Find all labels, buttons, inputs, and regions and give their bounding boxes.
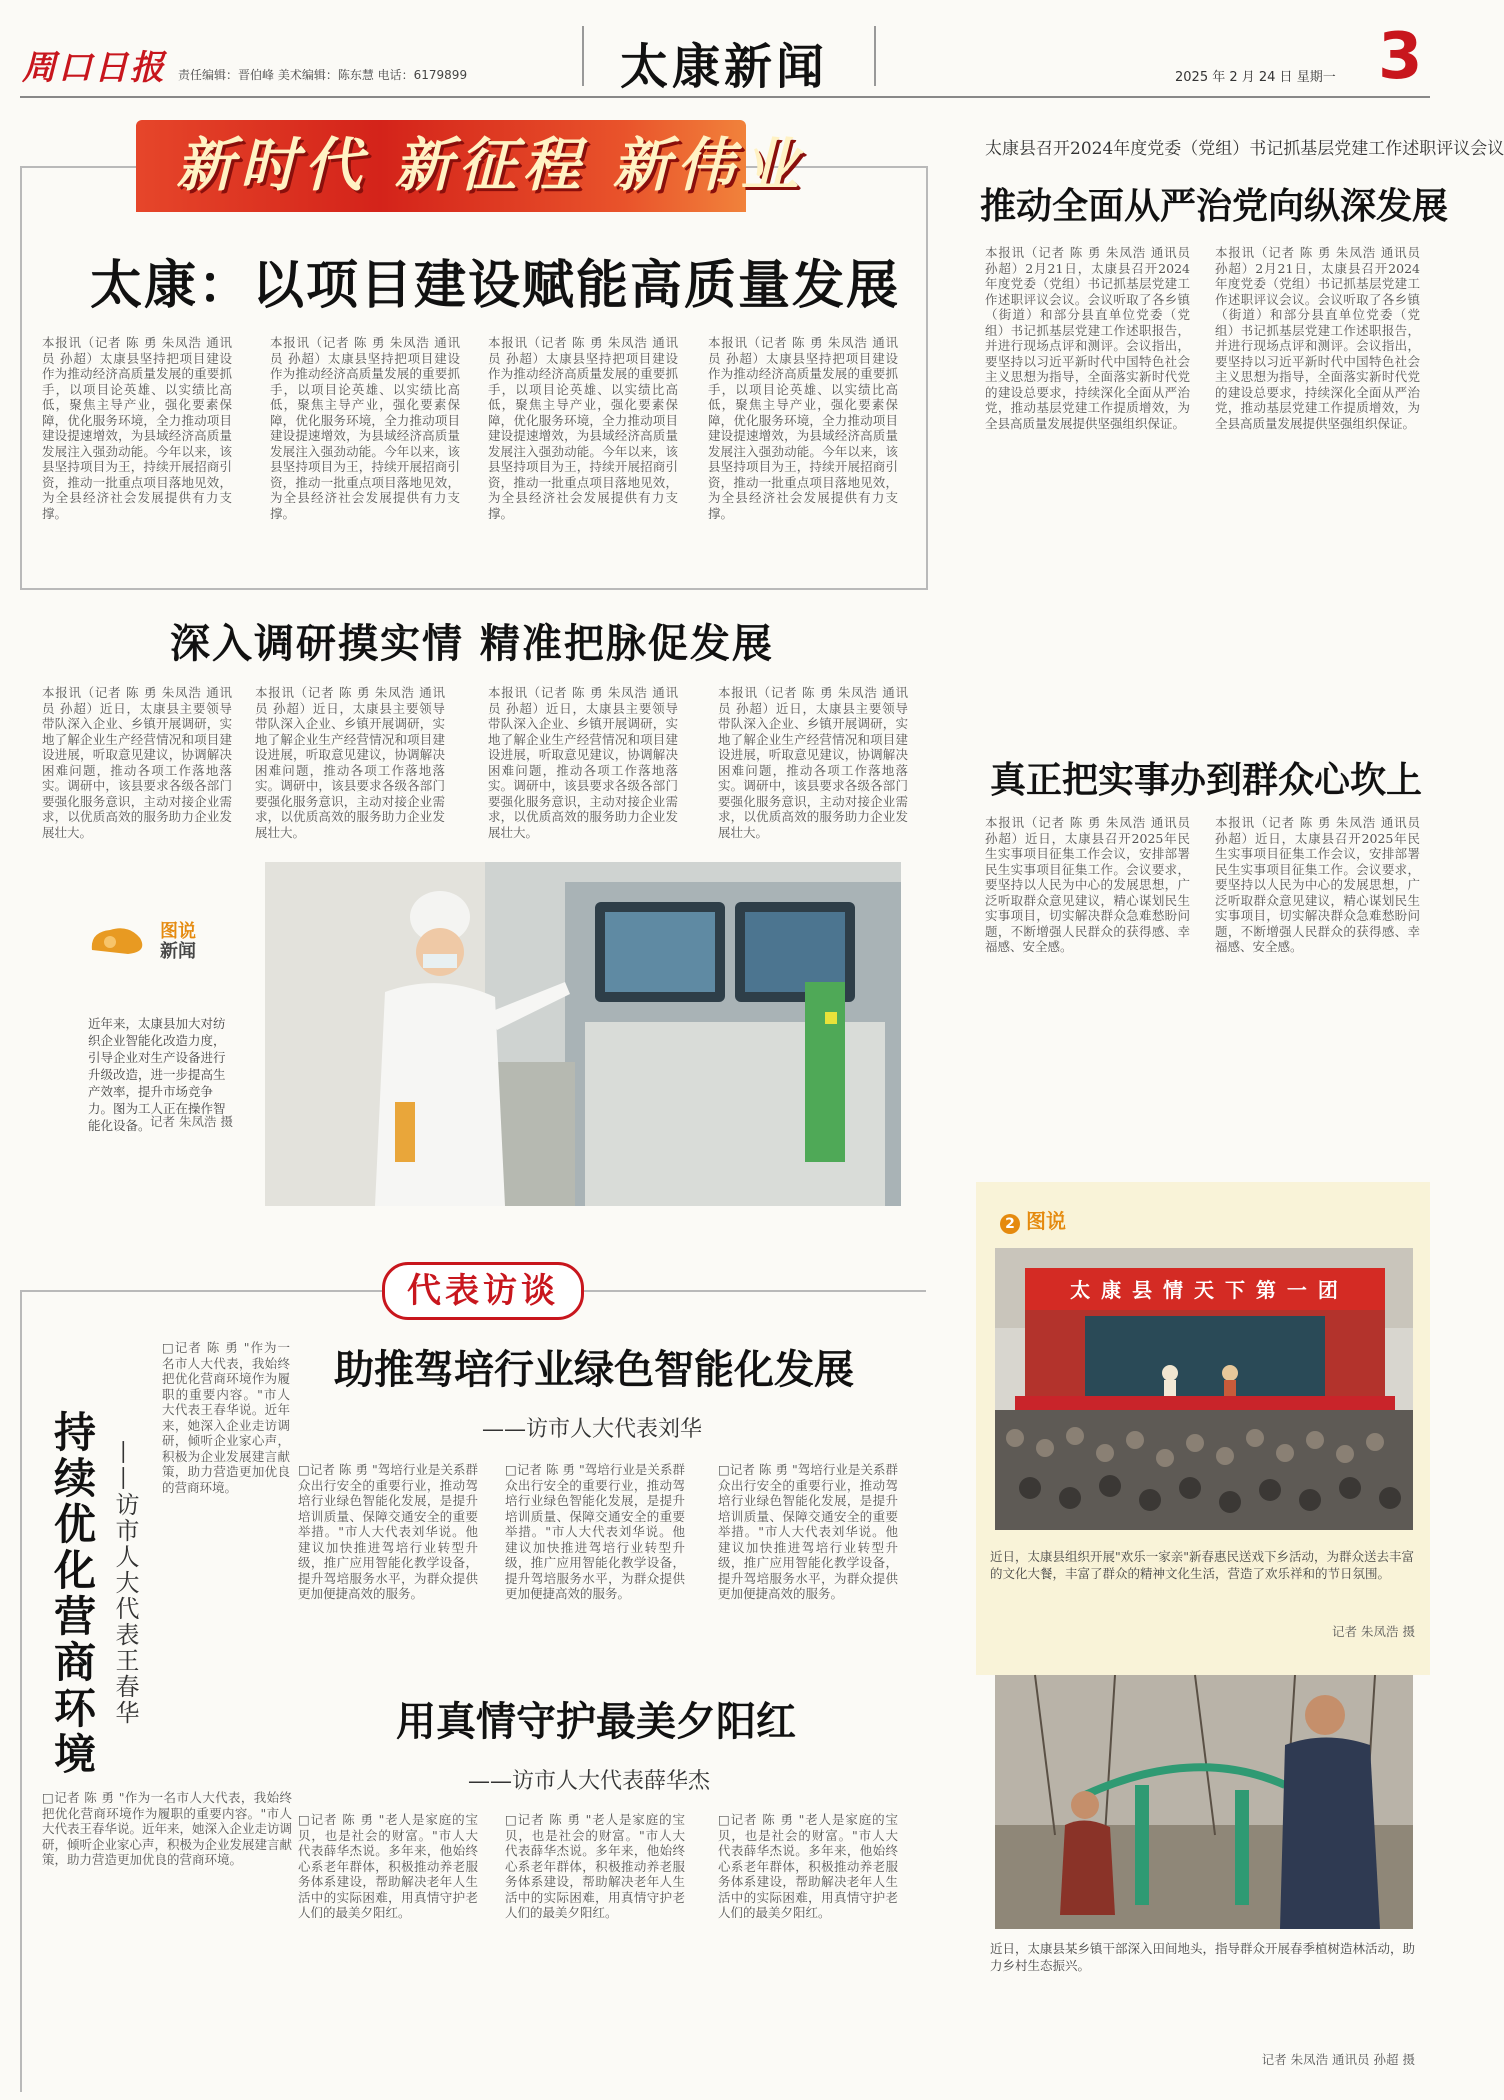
interview-side-subtitle: ——访市人大代表王春华	[111, 1440, 139, 1726]
photo-news-caption: 近年来，太康县加大对纺织企业智能化改造力度，引导企业对生产设备进行升级改造，进一步提高生产效率，提升市场竞争力。图为工人正在操作智能化设备。	[88, 1016, 226, 1133]
photo-news-credit: 记者 朱凤浩 摄	[150, 1114, 233, 1129]
section-title: 太康新闻	[620, 39, 829, 95]
photo-news-tag	[160, 922, 196, 962]
photo-news-icon	[88, 920, 148, 960]
right-mid-body-col-2: 本报讯（记者 陈 勇 朱凤浩 通讯员 孙超）近日，太康县召开2025年民生实事项目征集工作会议，安排部署民生实事项目征集工作。会议要求，要坚持以人民为中心的发展思想，广泛听取群众意见建议，精心谋划民生实事项目，切实解决群众急难愁盼问题，不断增强人民群众的获得感、幸福感、安全感。	[1215, 815, 1420, 954]
interview-1-body-col-1: □记者 陈 勇 "驾培行业是关系群众出行安全的重要行业，推动驾培行业绿色智能化发展，是提升培训质量、保障交通安全的重要举措。"市人大代表刘华说。他建议加快推进驾培行业转型升级，推广应用智能化教学设备，提升驾培服务水平，为群众提供更加便捷高效的服务。	[298, 1462, 478, 1601]
right-top-body-col-2: 本报讯（记者 陈 勇 朱凤浩 通讯员 孙超）2月21日，太康县召开2024年度党委（党组）书记抓基层党建工作述职评议会议。会议听取了各乡镇（街道）和部分县直单位党委（党组）书记抓基层党建工作述职报告，并进行现场点评和测评。会议指出，要坚持以习近平新时代中国特色社会主义思想为指导，全面落实新时代党的建设总要求，持续深化全面从严治党，推动基层党建工作提质增效，为全县高质量发展提供坚强组织保证。	[1215, 245, 1420, 431]
stage-banner-text: 太 康 县 情 天 下 第 一 团	[1070, 1278, 1340, 1302]
research-body-col-2: 本报讯（记者 陈 勇 朱凤浩 通讯员 孙超）近日，太康县主要领导带队深入企业、乡镇开展调研，实地了解企业生产经营情况和项目建设进展，听取意见建议，协调解决困难问题，推动各项工作落地落实。调研中，该县要求各级各部门要强化服务意识，主动对接企业需求，以优质高效的服务助力企业发展壮大。	[255, 685, 445, 840]
interview-badge: 代表访谈	[382, 1262, 584, 1320]
lead-body-col-3: 本报讯（记者 陈 勇 朱凤浩 通讯员 孙超）太康县坚持把项目建设作为推动经济高质量发展的重要抓手，以项目论英雄、以实绩比高低，聚焦主导产业，强化要素保障，优化服务环境，全力推动项目建设提速增效，为县域经济高质量发展注入强劲动能。今年以来，该县坚持项目为王，持续开展招商引资，推动一批重点项目落地见效，为全县经济社会发展提供有力支撑。	[488, 335, 678, 521]
research-body-col-1: 本报讯（记者 陈 勇 朱凤浩 通讯员 孙超）近日，太康县主要领导带队深入企业、乡镇开展调研，实地了解企业生产经营情况和项目建设进展，听取意见建议，协调解决困难问题，推动各项工作落地落实。调研中，该县要求各级各部门要强化服务意识，主动对接企业需求，以优质高效的服务助力企业发展壮大。	[42, 685, 232, 840]
masthead-divider-left	[582, 26, 584, 86]
opera-performance-photo	[995, 1248, 1413, 1530]
interview-2-headline[interactable]: 用真情守护最美夕阳红	[396, 1698, 796, 1745]
interview-2-body-col-1: □记者 陈 勇 "老人是家庭的宝贝，也是社会的财富。"市人大代表薛华杰说。多年来，他始终心系老年群体，积极推动养老服务体系建设，帮助解决老年人生活中的实际困难，用真情守护老人们的最美夕阳红。	[298, 1812, 478, 1920]
masthead-editor-info: 责任编辑：晋伯峰 美术编辑：陈东慧 电话：6179899	[178, 68, 468, 82]
research-headline[interactable]: 深入调研摸实情 精准把脉促发展	[170, 620, 774, 667]
issue-date: 2025 年 2 月 24 日 星期一	[1175, 70, 1336, 85]
lead-body-col-4: 本报讯（记者 陈 勇 朱凤浩 通讯员 孙超）太康县坚持把项目建设作为推动经济高质量发展的重要抓手，以项目论英雄、以实绩比高低，聚焦主导产业，强化要素保障，优化服务环境，全力推动项目建设提速增效，为县域经济高质量发展注入强劲动能。今年以来，该县坚持项目为王，持续开展招商引资，推动一批重点项目落地见效，为全县经济社会发展提供有力支撑。	[708, 335, 898, 521]
lead-headline[interactable]: 太康：以项目建设赋能高质量发展	[90, 255, 901, 316]
opera-photo-caption: 近日，太康县组织开展"欢乐一家亲"新春惠民送戏下乡活动，为群众送去丰富的文化大餐，丰富了群众的精神文化生活，营造了欢乐祥和的节日氛围。	[990, 1549, 1415, 1581]
photo-feature-category	[1000, 1205, 1066, 1234]
interview-side-body-col: □记者 陈 勇 "作为一名市人大代表，我始终把优化营商环境作为履职的重要内容。"市人大代表王春华说。近年来，她深入企业走访调研，倾听企业家心声，积极为企业发展建言献策，助力营造更加优良的营商环境。	[162, 1340, 290, 1495]
photo-feature-category-label: 图说	[1026, 1209, 1066, 1233]
interview-2-body-col-2: □记者 陈 勇 "老人是家庭的宝贝，也是社会的财富。"市人大代表薛华杰说。多年来，他始终心系老年群体，积极推动养老服务体系建设，帮助解决老年人生活中的实际困难，用真情守护老人们的最美夕阳红。	[505, 1812, 685, 1920]
interview-2-body-col-3: □记者 陈 勇 "老人是家庭的宝贝，也是社会的财富。"市人大代表薛华杰说。多年来，他始终心系老年群体，积极推动养老服务体系建设，帮助解决老年人生活中的实际困难，用真情守护老人们的最美夕阳红。	[718, 1812, 898, 1920]
research-body-col-4: 本报讯（记者 陈 勇 朱凤浩 通讯员 孙超）近日，太康县主要领导带队深入企业、乡镇开展调研，实地了解企业生产经营情况和项目建设进展，听取意见建议，协调解决困难问题，推动各项工作落地落实。调研中，该县要求各级各部门要强化服务意识，主动对接企业需求，以优质高效的服务助力企业发展壮大。	[718, 685, 908, 840]
interview-1-body-col-2: □记者 陈 勇 "驾培行业是关系群众出行安全的重要行业，推动驾培行业绿色智能化发展，是提升培训质量、保障交通安全的重要举措。"市人大代表刘华说。他建议加快推进驾培行业转型升级，推广应用智能化教学设备，提升驾培服务水平，为群众提供更加便捷高效的服务。	[505, 1462, 685, 1601]
interview-2-subtitle: ——访市人大代表薛华杰	[468, 1769, 711, 1794]
header-rule	[20, 96, 1430, 98]
right-top-body-col-1: 本报讯（记者 陈 勇 朱凤浩 通讯员 孙超）2月21日，太康县召开2024年度党委（党组）书记抓基层党建工作述职评议会议。会议听取了各乡镇（街道）和部分县直单位党委（党组）书记抓基层党建工作述职报告，并进行现场点评和测评。会议指出，要坚持以习近平新时代中国特色社会主义思想为指导，全面落实新时代党的建设总要求，持续深化全面从严治党，推动基层党建工作提质增效，为全县高质量发展提供坚强组织保证。	[985, 245, 1190, 431]
interview-side-title[interactable]: 持续优化营商环境	[48, 1410, 97, 1778]
tree-photo-credit: 记者 朱凤浩 通讯员 孙超 摄	[1261, 2052, 1415, 2067]
tree-planting-photo	[995, 1675, 1413, 1929]
lead-body-col-2: 本报讯（记者 陈 勇 朱凤浩 通讯员 孙超）太康县坚持把项目建设作为推动经济高质量发展的重要抓手，以项目论英雄、以实绩比高低，聚焦主导产业，强化要素保障，优化服务环境，全力推动项目建设提速增效，为县域经济高质量发展注入强劲动能。今年以来，该县坚持项目为王，持续开展招商引资，推动一批重点项目落地见效，为全县经济社会发展提供有力支撑。	[270, 335, 460, 521]
factory-worker-photo	[265, 862, 901, 1206]
right-top-kicker: 太康县召开2024年度党委（党组）书记抓基层党建工作述职评议会议	[985, 139, 1504, 159]
photo-news-tag-top: 图说	[160, 921, 196, 942]
lead-body-col-1: 本报讯（记者 陈 勇 朱凤浩 通讯员 孙超）太康县坚持把项目建设作为推动经济高质量发展的重要抓手，以项目论英雄、以实绩比高低，聚焦主导产业，强化要素保障，优化服务环境，全力推动项目建设提速增效，为县域经济高质量发展注入强劲动能。今年以来，该县坚持项目为王，持续开展招商引资，推动一批重点项目落地见效，为全县经济社会发展提供有力支撑。	[42, 335, 232, 521]
category-number-icon: 2	[1000, 1214, 1020, 1234]
masthead-divider-right	[874, 26, 876, 86]
photo-news-tag-bottom: 新闻	[160, 941, 196, 962]
right-top-headline[interactable]: 推动全面从严治党向纵深发展	[980, 185, 1449, 227]
interview-1-subtitle: ——访市人大代表刘华	[482, 1417, 703, 1442]
tree-photo-caption: 近日，太康县某乡镇干部深入田间地头，指导群众开展春季植树造林活动，助力乡村生态振兴。	[990, 1941, 1416, 1973]
page-number: 3	[1378, 20, 1423, 94]
opera-photo-credit: 记者 朱凤浩 摄	[1332, 1624, 1415, 1639]
right-mid-body-col-1: 本报讯（记者 陈 勇 朱凤浩 通讯员 孙超）近日，太康县召开2025年民生实事项目征集工作会议，安排部署民生实事项目征集工作。会议要求，要坚持以人民为中心的发展思想，广泛听取群众意见建议，精心谋划民生实事项目，切实解决群众急难愁盼问题，不断增强人民群众的获得感、幸福感、安全感。	[985, 815, 1190, 954]
newspaper-logo: 周口日报	[22, 48, 166, 88]
research-body-col-3: 本报讯（记者 陈 勇 朱凤浩 通讯员 孙超）近日，太康县主要领导带队深入企业、乡镇开展调研，实地了解企业生产经营情况和项目建设进展，听取意见建议，协调解决困难问题，推动各项工作落地落实。调研中，该县要求各级各部门要强化服务意识，主动对接企业需求，以优质高效的服务助力企业发展壮大。	[488, 685, 678, 840]
interview-1-body-col-3: □记者 陈 勇 "驾培行业是关系群众出行安全的重要行业，推动驾培行业绿色智能化发展，是提升培训质量、保障交通安全的重要举措。"市人大代表刘华说。他建议加快推进驾培行业转型升级，推广应用智能化教学设备，提升驾培服务水平，为群众提供更加便捷高效的服务。	[718, 1462, 898, 1601]
interview-side-body-lower: □记者 陈 勇 "作为一名市人大代表，我始终把优化营商环境作为履职的重要内容。"市人大代表王春华说。近年来，她深入企业走访调研，倾听企业家心声，积极为企业发展建言献策，助力营造更加优良的营商环境。	[42, 1790, 293, 1867]
lead-banner-text: 新时代 新征程 新伟业	[176, 131, 805, 199]
interview-1-headline[interactable]: 助推驾培行业绿色智能化发展	[334, 1346, 854, 1393]
right-mid-headline[interactable]: 真正把实事办到群众心坎上	[990, 759, 1423, 801]
